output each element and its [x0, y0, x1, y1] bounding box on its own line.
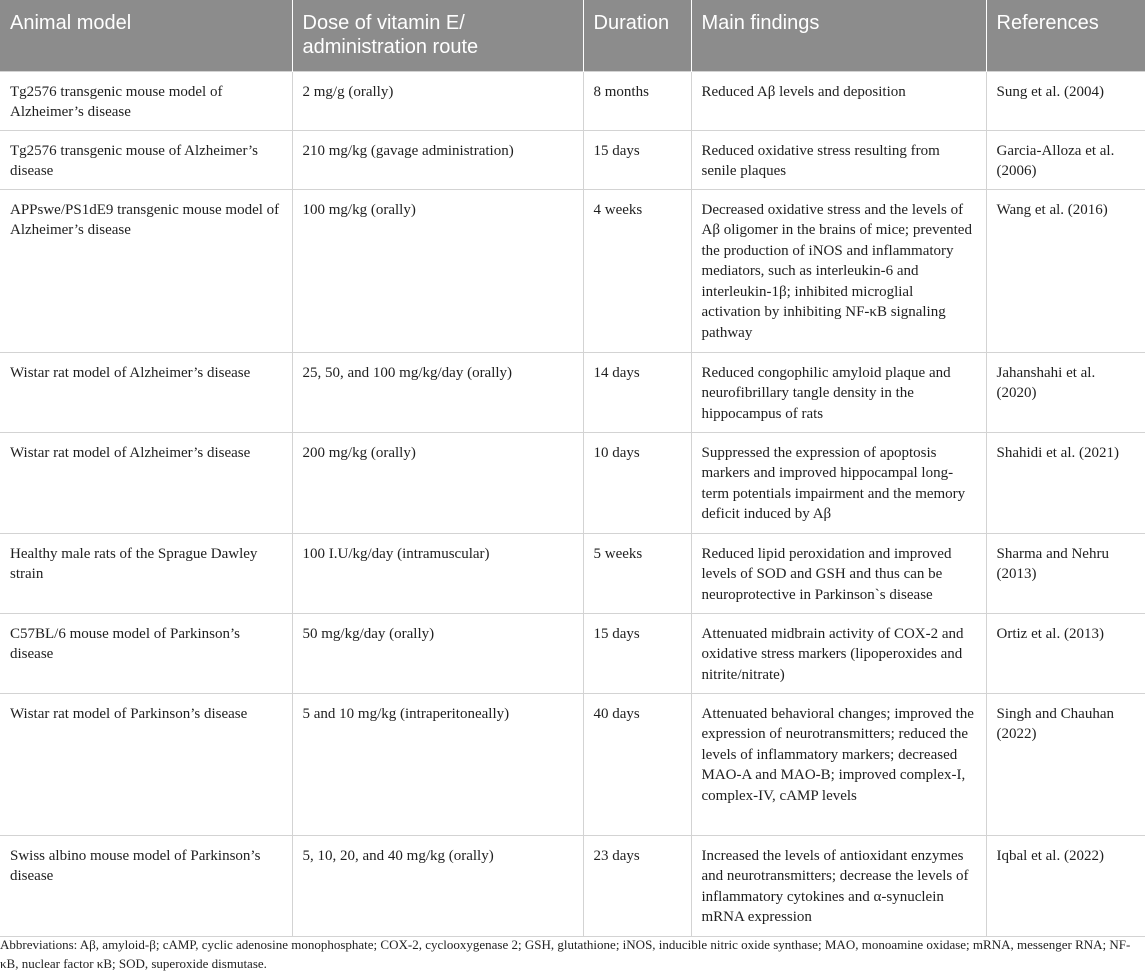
header-row [0, 0, 1145, 71]
cell-dose: 200 mg/kg (orally) [292, 432, 583, 533]
abbreviations-footnote: Abbreviations: Aβ, amyloid-β; cAMP, cyclic adenosine monophosphate; COX-2, cyclooxygenase 2; GSH, glutathione; iNOS, inducible nitric oxide synthase; MAO, monoamine oxidase; mRNA, messenger RNA; NF-κB, nuclear factor κB; SOD, superoxide dismutase. [0, 937, 1131, 971]
cell-duration: 15 days [583, 130, 691, 189]
cell-findings: Attenuated behavioral changes; improved the expression of neurotransmitters; reduced the levels of inflammatory markers; decreased MAO-A and MAO-B; improved complex-I, complex-IV, cAMP levels [691, 693, 986, 835]
header-animal-model: Animal model [0, 0, 292, 71]
cell-dose: 2 mg/g (orally) [292, 71, 583, 130]
table-row [0, 693, 1145, 835]
cell-findings: Reduced Aβ levels and deposition [691, 71, 986, 130]
cell-dose: 100 mg/kg (orally) [292, 189, 583, 352]
table-row [0, 432, 1145, 533]
cell-animal-model: Wistar rat model of Alzheimer’s disease [0, 352, 292, 432]
cell-animal-model: C57BL/6 mouse model of Parkinson’s disease [0, 613, 292, 693]
cell-duration: 15 days [583, 613, 691, 693]
cell-findings: Attenuated midbrain activity of COX-2 and oxidative stress markers (lipoperoxides and nitrite/nitrate) [691, 613, 986, 693]
cell-findings: Suppressed the expression of apoptosis markers and improved hippocampal long-term potentials impairment and the memory deficit induced by Aβ [691, 432, 986, 533]
cell-animal-model: Tg2576 transgenic mouse of Alzheimer’s disease [0, 130, 292, 189]
table-row [0, 189, 1145, 352]
cell-reference: Wang et al. (2016) [986, 189, 1145, 352]
cell-reference: Sung et al. (2004) [986, 71, 1145, 130]
cell-animal-model: APPswe/PS1dE9 transgenic mouse model of Alzheimer’s disease [0, 189, 292, 352]
cell-dose: 210 mg/kg (gavage administration) [292, 130, 583, 189]
cell-reference: Iqbal et al. (2022) [986, 835, 1145, 936]
header-dose-route: Dose of vitamin E/ administration route [292, 0, 583, 71]
header-references: References [986, 0, 1145, 71]
header-main-findings: Main findings [691, 0, 986, 71]
cell-reference: Shahidi et al. (2021) [986, 432, 1145, 533]
cell-duration: 10 days [583, 432, 691, 533]
cell-reference: Singh and Chauhan (2022) [986, 693, 1145, 835]
cell-animal-model: Wistar rat model of Parkinson’s disease [0, 693, 292, 835]
cell-animal-model: Wistar rat model of Alzheimer’s disease [0, 432, 292, 533]
cell-findings: Reduced oxidative stress resulting from senile plaques [691, 130, 986, 189]
header-duration: Duration [583, 0, 691, 71]
cell-findings: Increased the levels of antioxidant enzymes and neurotransmitters; decrease the levels of inflammatory cytokines and α-synuclein mRNA expression [691, 835, 986, 936]
cell-dose: 50 mg/kg/day (orally) [292, 613, 583, 693]
table-row [0, 835, 1145, 936]
cell-findings: Decreased oxidative stress and the levels of Aβ oligomer in the brains of mice; prevented the production of iNOS and inflammatory mediators, such as interleukin-6 and interleukin-1β; inhibited microglial activation by inhibiting NF-κB signaling pathway [691, 189, 986, 352]
table-row [0, 533, 1145, 613]
cell-duration: 23 days [583, 835, 691, 936]
cell-duration: 5 weeks [583, 533, 691, 613]
table-row [0, 613, 1145, 693]
table-header [0, 0, 1145, 71]
cell-duration: 14 days [583, 352, 691, 432]
cell-duration: 8 months [583, 71, 691, 130]
cell-reference: Sharma and Nehru (2013) [986, 533, 1145, 613]
cell-duration: 40 days [583, 693, 691, 835]
table-row [0, 71, 1145, 130]
table-row [0, 130, 1145, 189]
cell-findings: Reduced lipid peroxidation and improved levels of SOD and GSH and thus can be neuroprotective in Parkinson`s disease [691, 533, 986, 613]
table-row [0, 352, 1145, 432]
cell-duration: 4 weeks [583, 189, 691, 352]
cell-reference: Jahanshahi et al. (2020) [986, 352, 1145, 432]
cell-animal-model: Tg2576 transgenic mouse model of Alzheimer’s disease [0, 71, 292, 130]
cell-reference: Garcia-Alloza et al. (2006) [986, 130, 1145, 189]
cell-animal-model: Healthy male rats of the Sprague Dawley strain [0, 533, 292, 613]
table-body [0, 71, 1145, 936]
cell-reference: Ortiz et al. (2013) [986, 613, 1145, 693]
cell-dose: 25, 50, and 100 mg/kg/day (orally) [292, 352, 583, 432]
cell-dose: 100 I.U/kg/day (intramuscular) [292, 533, 583, 613]
cell-dose: 5 and 10 mg/kg (intraperitoneally) [292, 693, 583, 835]
cell-animal-model: Swiss albino mouse model of Parkinson’s disease [0, 835, 292, 936]
cell-findings: Reduced congophilic amyloid plaque and neurofibrillary tangle density in the hippocampus of rats [691, 352, 986, 432]
cell-dose: 5, 10, 20, and 40 mg/kg (orally) [292, 835, 583, 936]
